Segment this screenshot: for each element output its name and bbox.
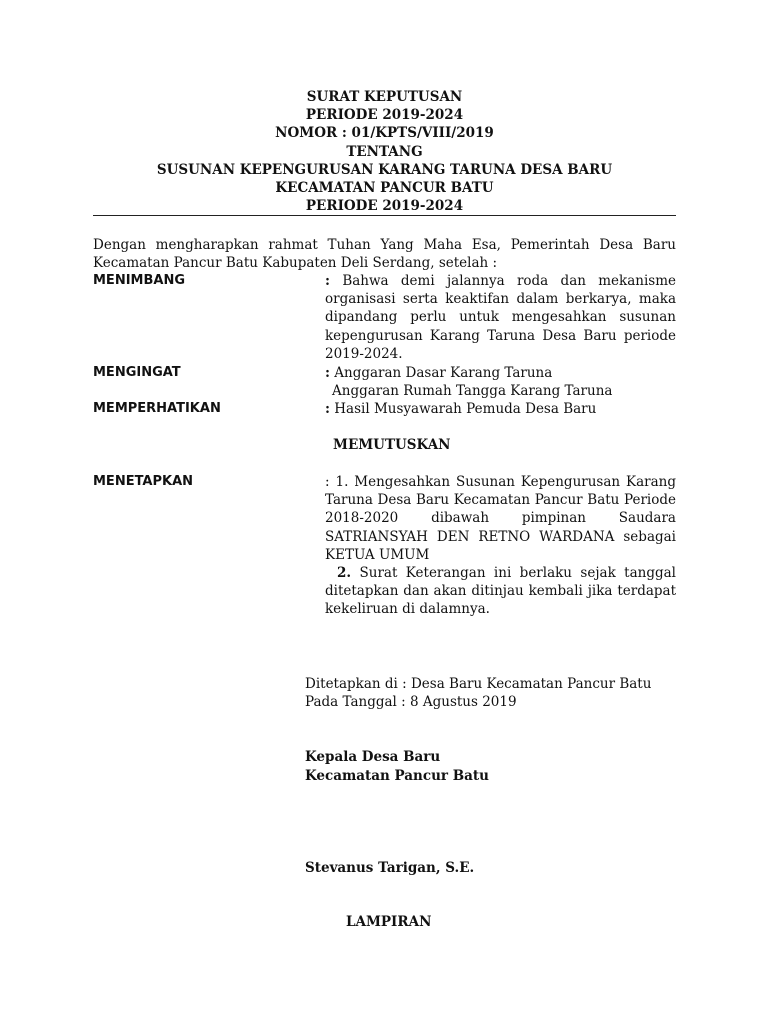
menimbang-line: 2019-2024. [325,345,403,362]
mengingat-line: Anggaran Rumah Tangga Karang Taruna [332,383,613,400]
header-district: KECAMATAN PANCUR BATU [275,180,494,197]
memperhatikan-line: Hasil Musyawarah Pemuda Desa Baru [334,401,597,417]
signatory-name: Stevanus Tarigan, S.E. [305,860,475,876]
menimbang-colon: : [325,273,330,289]
menetapkan-line: KETUA UMUM [325,546,430,563]
signatory-title: Kepala Desa Baru [305,749,441,765]
intro-line: Dengan mengharapkan rahmat Tuhan Yang Maha Esa, Pemerintah Desa Baru [93,237,676,253]
header-title: SURAT KEPUTUSAN [306,89,463,105]
menetapkan-line: Taruna Desa Baru Kecamatan Pancur Batu Periode [325,492,676,509]
intro-paragraph [93,236,676,272]
tanggal-line: Pada Tanggal : 8 Agustus 2019 [305,694,517,710]
menimbang-line: Bahwa demi jalannya roda dan mekanisme [342,273,677,289]
document-header [93,88,676,215]
header-period-2: PERIODE 2019-2024 [305,198,464,215]
menetapkan-label: MENETAPKAN [93,474,194,489]
menetapkan-line: Surat Keterangan ini berlaku sejak tanggal [359,565,676,582]
header-period: PERIODE 2019-2024 [305,107,464,124]
menetapkan-content [325,473,676,619]
memutuskan-heading: MEMUTUSKAN [333,437,451,453]
menetapkan-line: SATRIANSYAH DEN RETNO WARDANA sebagai [325,528,676,545]
lampiran-heading: LAMPIRAN [346,914,432,930]
menimbang-line: dipandang perlu untuk mengesahkan susunan [325,309,676,326]
menimbang-content [325,272,676,363]
mengingat-colon: : [325,365,330,381]
memperhatikan-content [325,400,676,418]
header-subject: SUSUNAN KEPENGURUSAN KARANG TARUNA DESA BARU [156,161,613,178]
memperhatikan-colon: : [325,401,330,417]
menetapkan-item2-number: 2. [337,565,352,582]
menetapkan-line: ditetapkan dan akan ditinjau kembali jika terdapat [325,583,676,600]
mengingat-content [325,364,676,400]
signatory-district: Kecamatan Pancur Batu [305,768,489,784]
intro-line: Kecamatan Pancur Batu Kabupaten Deli Serdang, setelah : [93,255,498,272]
menimbang-label: MENIMBANG [93,273,185,288]
memperhatikan-label: MEMPERHATIKAN [93,401,221,416]
mengingat-label: MENGINGAT [93,365,181,380]
menimbang-line: kepengurusan Karang Taruna Desa Baru periode [325,327,676,344]
header-about: TENTANG [346,143,423,160]
menimbang-line: organisasi serta keaktifan dalam berkarya, maka [325,291,676,308]
menetapkan-line: 2018-2020 dibawah pimpinan Saudara [325,510,676,527]
menetapkan-line: kekeliruan di dalamnya. [325,601,490,618]
header-number: NOMOR : 01/KPTS/VIII/2019 [275,125,494,142]
header-divider [93,215,676,216]
mengingat-line: Anggaran Dasar Karang Taruna [334,365,553,381]
ditetapkan-line: Ditetapkan di : Desa Baru Kecamatan Pancur Batu [305,676,652,692]
menetapkan-line: : 1. Mengesahkan Susunan Kepengurusan Karang [325,474,676,490]
